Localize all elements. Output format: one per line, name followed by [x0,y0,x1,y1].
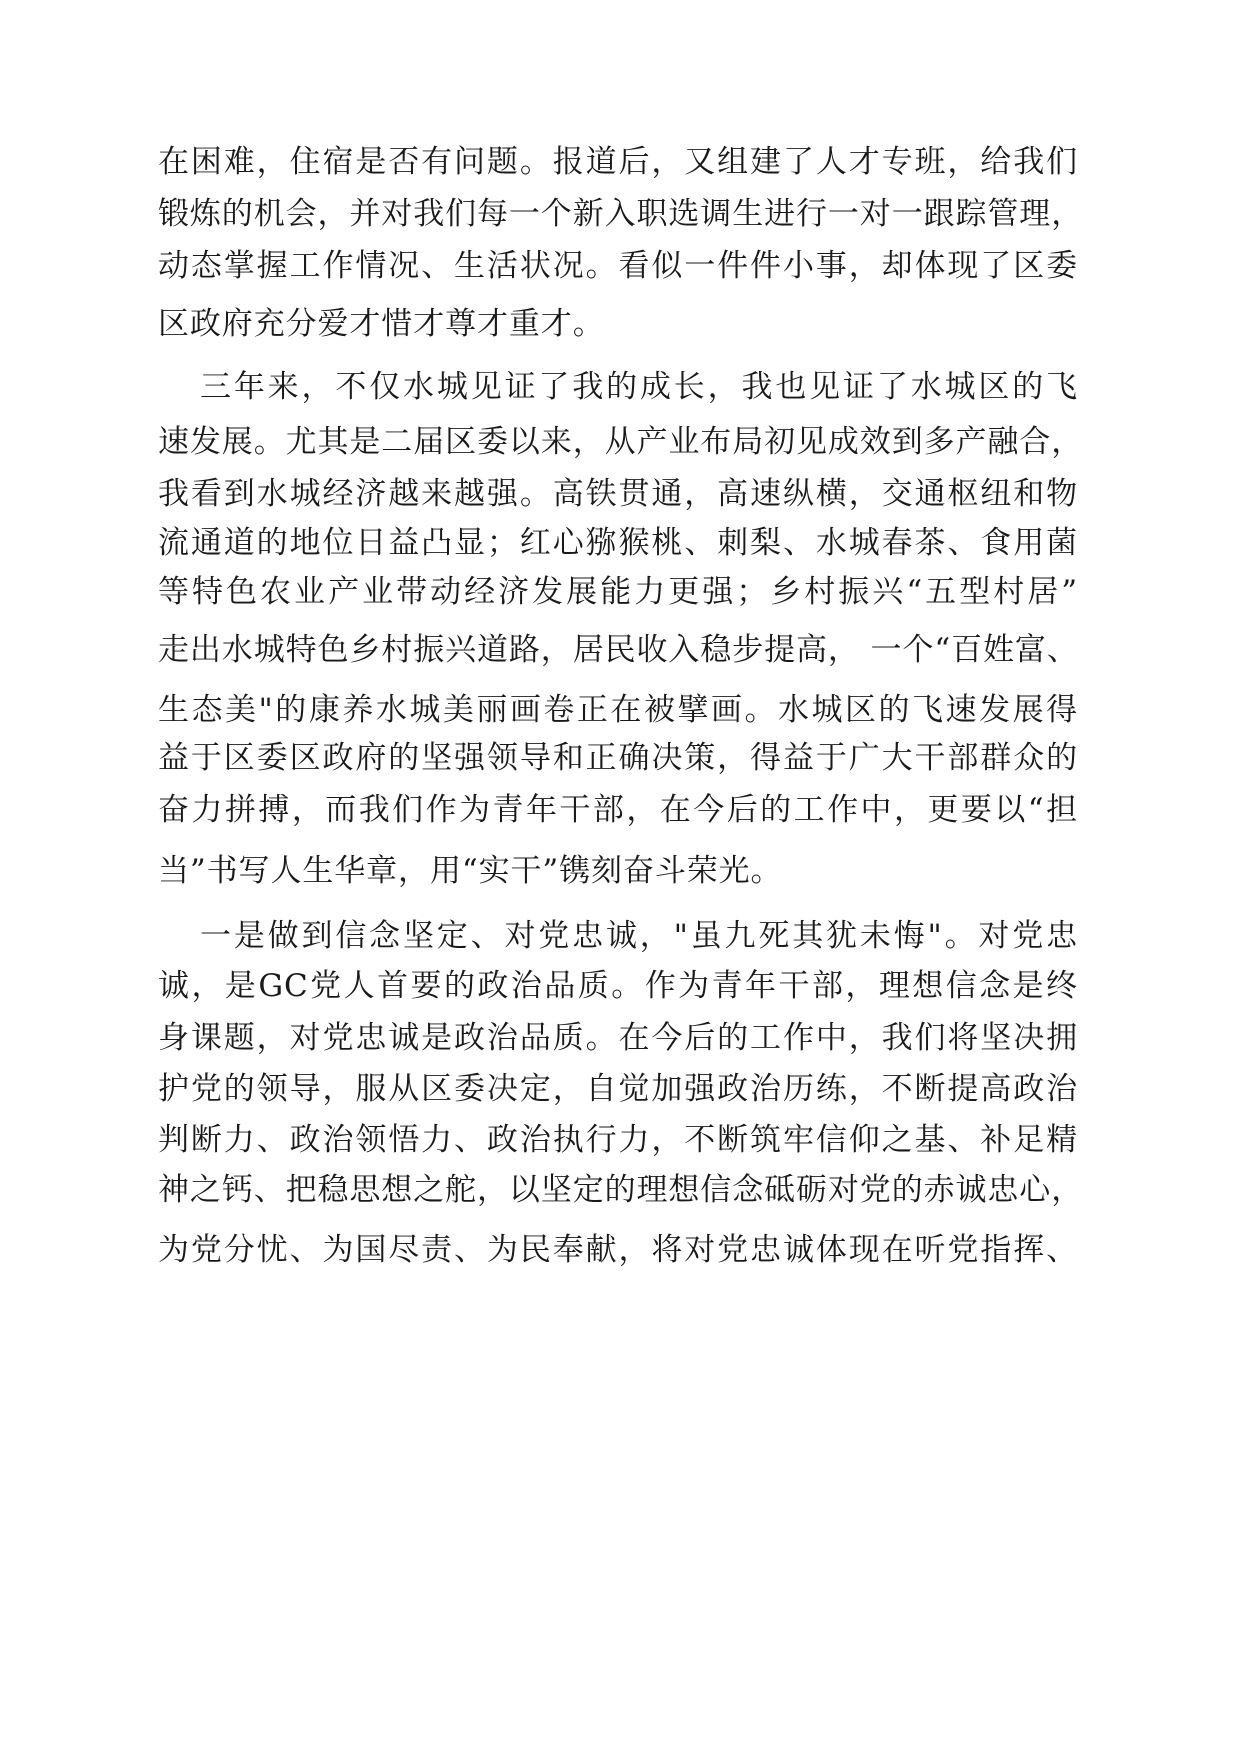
text-line: 神之钙、把稳思想之舵，以坚定的理想信念砥砺对党的赤诚忠心， [158,1172,1084,1208]
paragraph-first-line: 三年来，不仅水城见证了我的成长，我也见证了水城区的飞 [200,369,1078,405]
text-line: 走出水城特色乡村振兴道路，居民收入稳步提高， 一个“百姓富、 [158,632,1079,668]
text-line: 当”书写人生华章，用“实干”镌刻奋斗荣光。 [158,853,783,889]
text-line: 判断力、政治领悟力、政治执行力，不断筑牢信仰之基、补足精 [158,1122,1078,1158]
text-line: 诚，是GC党人首要的政治品质。作为青年干部，理想信念是终 [158,968,1078,1004]
text-line: 区政府充分爱才惜才尊才重才。 [158,306,605,342]
text-line: 益于区委区政府的坚强领导和正确决策，得益于广大干部群众的 [158,740,1078,776]
text-line: 锻炼的机会，并对我们每一个新入职选调生进行一对一跟踪管理， [158,196,1084,232]
text-line: 速发展。尤其是二届区委以来，从产业布局初见成效到多产融合， [158,424,1084,460]
text-line: 流通道的地位日益凸显；红心猕猴桃、刺梨、水城春茶、食用菌 [158,525,1078,561]
text-line: 动态掌握工作情况、生活状况。看似一件件小事，却体现了区委 [158,248,1078,284]
text-line: 护党的领导，服从区委决定，自觉加强政治历练，不断提高政治 [158,1071,1078,1107]
text-line: 生态美"的康养水城美丽画卷正在被擘画。水城区的飞速发展得 [158,692,1078,728]
paragraph-first-line: 一是做到信念坚定、对党忠诚，"虽九死其犹未悔"。对党忠 [200,918,1078,954]
text-line: 我看到水城经济越来越强。高铁贯通，高速纵横，交通枢纽和物 [158,476,1078,512]
text-line: 身课题，对党忠诚是政治品质。在今后的工作中，我们将坚决拥 [158,1020,1078,1056]
text-line: 等特色农业产业带动经济发展能力更强；乡村振兴“五型村居” [158,574,1078,610]
text-line: 在困难，住宿是否有问题。报道后，又组建了人才专班，给我们 [158,144,1078,180]
text-line: 奋力拼搏，而我们作为青年干部，在今后的工作中，更要以“担 [158,792,1078,828]
text-line: 为党分忧、为国尽责、为民奉献，将对党忠诚体现在听党指挥、 [158,1232,1078,1268]
